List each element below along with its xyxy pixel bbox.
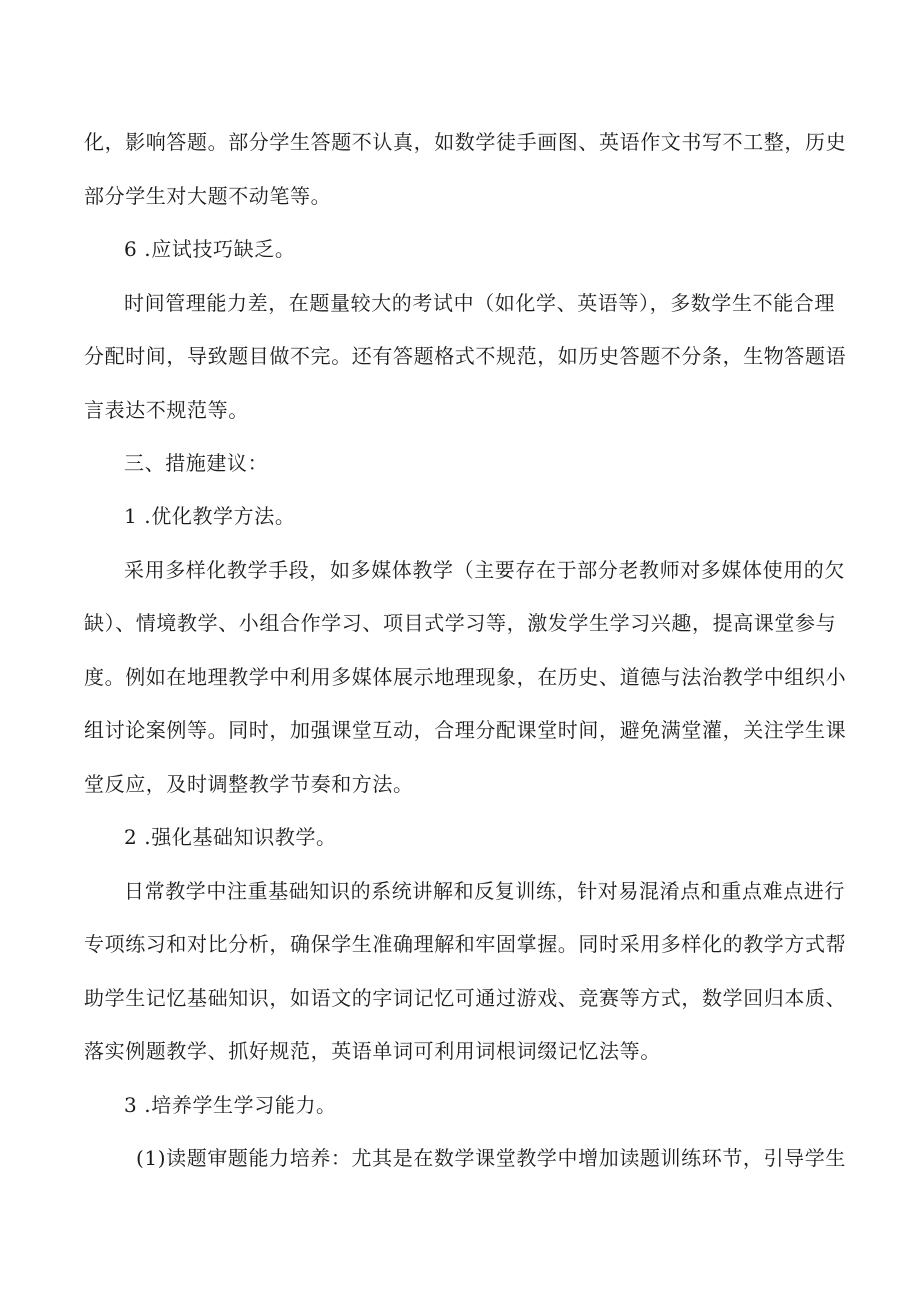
section-heading: 3 .培养学生学习能力。 bbox=[124, 1093, 337, 1117]
text-line: 缺）、情境教学、小组合作学习、项目式学习等，激发学生学习兴趣，提高课堂参与 bbox=[84, 611, 837, 635]
section-heading: 2 .强化基础知识教学。 bbox=[124, 825, 337, 849]
text-line: 落实例题教学、抓好规范，英语单词可利用词根词缀记忆法等。 bbox=[84, 1039, 661, 1063]
section-heading: 1 .优化教学方法。 bbox=[124, 504, 296, 528]
text-line: (1)读题审题能力培养：尤其是在数学课堂教学中增加读题训练环节，引导学生 bbox=[136, 1146, 846, 1170]
text-line: 日常教学中注重基础知识的系统讲解和反复训练，针对易混淆点和重点难点进行 bbox=[124, 879, 845, 903]
text-line: 专项练习和对比分析，确保学生准确理解和牢固掌握。同时采用多样化的教学方式帮 bbox=[84, 932, 847, 956]
text-line: 助学生记忆基础知识，如语文的字词记忆可通过游戏、竞赛等方式，数学回归本质、 bbox=[84, 986, 847, 1010]
text-line: 部分学生对大题不动笔等。 bbox=[84, 184, 332, 208]
text-line: 采用多样化教学手段，如多媒体教学（主要存在于部分老教师对多媒体使用的欠 bbox=[124, 558, 845, 582]
text-line: 度。例如在地理教学中利用多媒体展示地理现象，在历史、道德与法治教学中组织小 bbox=[84, 665, 847, 689]
section-heading: 三、措施建议： bbox=[124, 451, 269, 475]
text-line: 时间管理能力差，在题量较大的考试中（如化学、英语等），多数学生不能合理 bbox=[124, 291, 835, 315]
section-heading: 6 .应试技巧缺乏。 bbox=[124, 237, 296, 261]
text-line: 堂反应，及时调整教学节奏和方法。 bbox=[84, 772, 414, 796]
text-line: 分配时间，导致题目做不完。还有答题格式不规范，如历史答题不分条，生物答题语 bbox=[84, 344, 847, 368]
text-line: 化，影响答题。部分学生答题不认真，如数学徒手画图、英语作文书写不工整，历史 bbox=[84, 130, 847, 154]
text-line: 组讨论案例等。同时，加强课堂互动，合理分配课堂时间，避免满堂灌，关注学生课 bbox=[84, 718, 847, 742]
text-line: 言表达不规范等。 bbox=[84, 398, 249, 422]
